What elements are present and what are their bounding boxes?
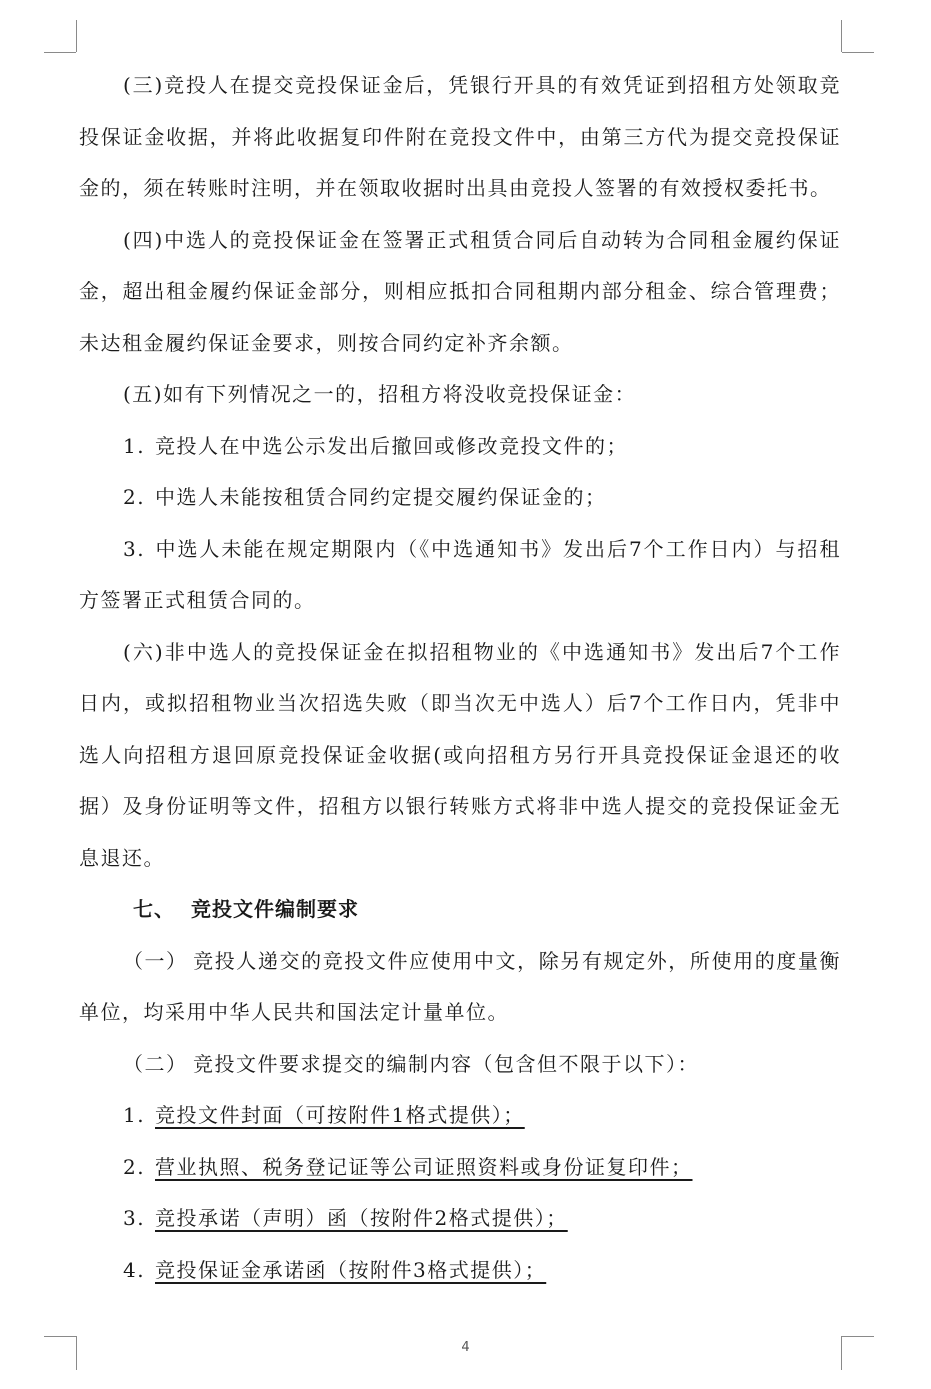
list-item-text: 中选人未能按租赁合同约定提交履约保证金的； [155, 485, 607, 509]
list-item [79, 472, 841, 524]
paragraph-5: (五)如有下列情况之一的，招租方将没收竞投保证金： [123, 382, 637, 406]
list-item-number: 2. [123, 485, 146, 509]
crop-mark [44, 52, 76, 53]
document-body [79, 60, 841, 1296]
list-item [79, 1193, 841, 1245]
section-title: 竞投文件编制要求 [191, 897, 359, 921]
subsection-number: （二） [123, 1051, 188, 1076]
paragraph-6: (六)非中选人的竞投保证金在拟招租物业的《中选通知书》发出后7个工作日内，或拟招租物业当次招选失败（即当次无中选人）后7个工作日内，凭非中选人向招租方退回原竞投保证金收据(或向招租方另行开具竞投保证金退还的收据）及身份证明等文件，招租方以银行转账方式将非中选人提交的竞投保证金无息退还。 [79, 639, 841, 870]
subsection-1 [79, 936, 841, 1039]
crop-mark [842, 52, 874, 53]
crop-mark [44, 1336, 76, 1337]
paragraph-3: (三)竞投人在提交竞投保证金后，凭银行开具的有效凭证到招租方处领取竞投保证金收据，并将此收据复印件附在竞投文件中，由第三方代为提交竞投保证金的，须在转账时注明，并在领取收据时出具由竞投人签署的有效授权委托书。 [79, 73, 841, 200]
list-item-text: 营业执照、税务登记证等公司证照资料或身份证复印件； [155, 1154, 693, 1179]
list-item-text: 中选人未能在规定期限内（《中选通知书》发出后7个工作日内）与招租方签署正式租赁合同的。 [79, 536, 841, 612]
list-item [79, 1245, 841, 1297]
paragraph-4: (四)中选人的竞投保证金在签署正式租赁合同后自动转为合同租金履约保证金，超出租金履约保证金部分，则相应抵扣合同租期内部分租金、综合管理费；未达租金履约保证金要求，则按合同约定补齐余额。 [79, 227, 841, 355]
subsection-number: （一） [123, 948, 188, 973]
page-number: 4 [461, 1340, 470, 1355]
list-item-text: 竞投人在中选公示发出后撤回或修改竞投文件的； [155, 433, 628, 458]
list-item-number: 3. [123, 536, 146, 561]
list-item [79, 1142, 841, 1194]
list-item-number: 1. [123, 433, 146, 458]
list-item-text: 竞投文件封面（可按附件1格式提供）； [155, 1103, 525, 1127]
list-item [79, 421, 841, 473]
list-item-number: 4. [123, 1257, 146, 1282]
list-item [79, 524, 841, 627]
list-item-number: 3. [123, 1206, 146, 1230]
subsection-2 [79, 1039, 841, 1091]
list-item [79, 1090, 841, 1142]
subsection-text: 竞投文件要求提交的编制内容（包含但不限于以下）： [193, 1051, 699, 1076]
section-heading [79, 884, 841, 936]
list-item-number: 1. [123, 1103, 146, 1127]
subsection-text: 竞投人递交的竞投文件应使用中文，除另有规定外，所使用的度量衡单位，均采用中华人民共和国法定计量单位。 [79, 948, 841, 1024]
crop-mark [841, 20, 842, 52]
list-item-number: 2. [123, 1154, 146, 1179]
list-item-text: 竞投承诺（声明）函（按附件2格式提供）； [155, 1206, 568, 1230]
crop-mark [76, 20, 77, 52]
crop-mark [842, 1336, 874, 1337]
section-number: 七、 [133, 897, 175, 921]
list-item-text: 竞投保证金承诺函（按附件3格式提供）； [155, 1257, 547, 1282]
